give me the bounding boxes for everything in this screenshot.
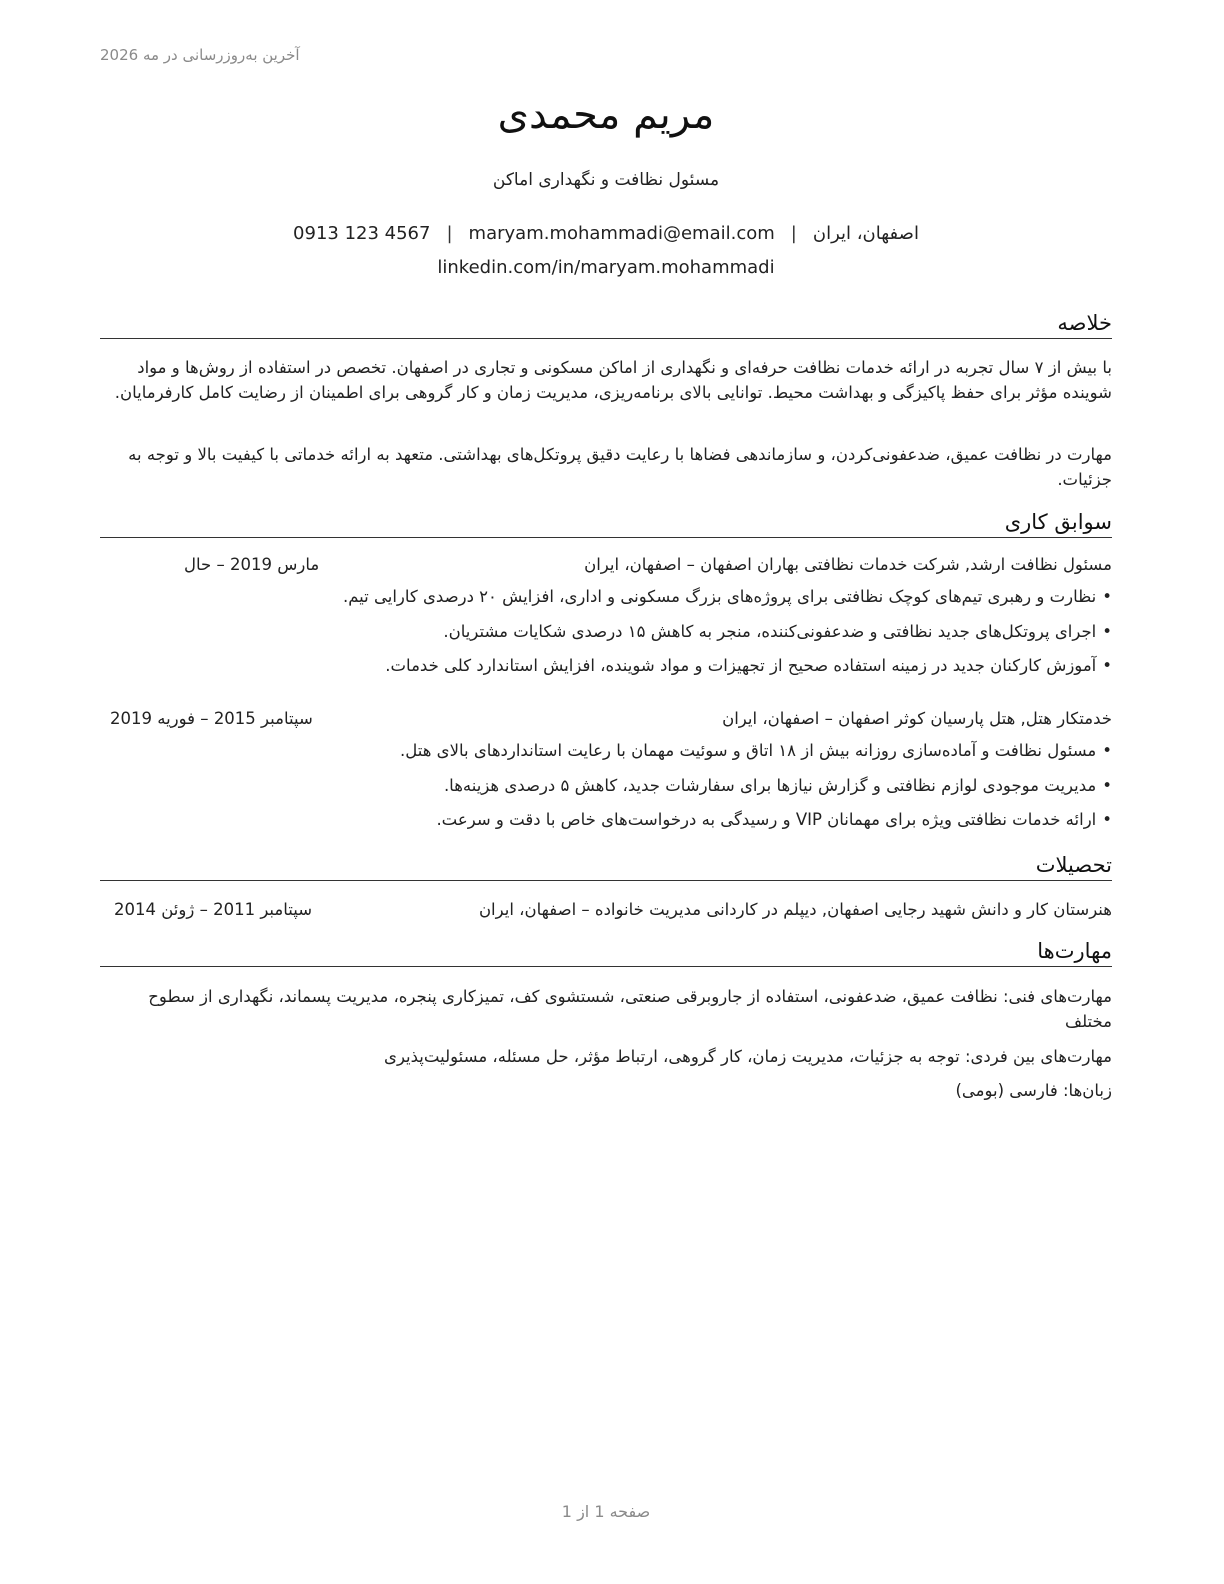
separator: | <box>446 223 453 244</box>
job-dates: سپتامبر 2015 – فوریه 2019 <box>110 709 313 728</box>
list-item: •ارائه خدمات نظافتی ویژه برای مهمانان VIP و رسیدگی به درخواست‌های خاص با دقت و سرعت. <box>436 810 1112 829</box>
phone-number: 0913 123 4567 <box>293 223 431 244</box>
linkedin-link[interactable]: linkedin.com/in/maryam.mohammadi <box>437 257 775 278</box>
job-heading <box>100 707 1112 731</box>
job-dates: مارس 2019 – حال <box>184 555 320 574</box>
section-title-experience: سوابق کاری <box>100 510 1112 538</box>
email-link[interactable]: maryam.mohammadi@email.com <box>468 223 775 244</box>
list-item: •مسئول نظافت و آماده‌سازی روزانه بیش از ۱۸ اتاق و سوئیت مهمان با رعایت استانداردهای بالای هتل. <box>400 741 1112 760</box>
job-title-company: مسئول نظافت ارشد, شرکت خدمات نظافتی بهاران اصفهان – اصفهان، ایران <box>584 555 1112 574</box>
list-item: •اجرای پروتکل‌های جدید نظافتی و ضدعفونی‌کننده، منجر به کاهش ۱۵ درصدی شکایات مشتریان. <box>443 622 1112 641</box>
page-number: صفحه 1 از 1 <box>561 1502 651 1521</box>
location: اصفهان، ایران <box>812 223 919 244</box>
job-heading <box>100 553 1112 577</box>
last-updated-note: آخرین به‌روزرسانی در مه 2026 <box>100 46 300 64</box>
section-title-summary: خلاصه <box>100 311 1112 339</box>
education-dates: سپتامبر 2011 – ژوئن 2014 <box>114 900 313 919</box>
job-title: مسئول نظافت و نگهداری اماکن <box>492 170 720 190</box>
summary-paragraph: مهارت در نظافت عمیق، ضدعفونی‌کردن، و سازماندهی فضاها با رعایت دقیق پروتکل‌های بهداشتی. متعهد به ارائه خدماتی با کیفیت بالا و توجه به جزئیات. <box>128 445 1112 489</box>
school-degree: هنرستان کار و دانش شهید رجایی اصفهان, دیپلم در کاردانی مدیریت خانواده – اصفهان، ایران <box>478 900 1112 919</box>
contact-line <box>100 223 1112 244</box>
list-item: •نظارت و رهبری تیم‌های کوچک نظافتی برای پروژه‌های بزرگ مسکونی و اداری، افزایش ۲۰ درصدی کارایی تیم. <box>342 587 1112 606</box>
separator: | <box>790 223 797 244</box>
section-title-education: تحصیلات <box>100 853 1112 881</box>
job-title-company: خدمتکار هتل, هتل پارسیان کوثر اصفهان – اصفهان، ایران <box>722 709 1112 728</box>
list-item: •مدیریت موجودی لوازم نظافتی و گزارش نیازها برای سفارشات جدید، کاهش ۵ درصدی هزینه‌ها. <box>443 776 1112 795</box>
skills-technical: مهارت‌های فنی: نظافت عمیق، ضدعفونی، استفاده از جاروبرقی صنعتی، شستشوی کف، تمیزکاری پنجره، مدیریت پسماند، نگهداری از سطوح مختلف <box>148 987 1112 1031</box>
resume-page <box>100 0 1112 1584</box>
education-heading <box>100 898 1112 922</box>
summary-paragraph: با بیش از ۷ سال تجربه در ارائه خدمات نظافت حرفه‌ای و نگهداری از اماکن مسکونی و تجاری در اصفهان. تخصص در استفاده از روش‌ها و مواد شوینده مؤثر برای حفظ پاکیزگی و بهداشت محیط. توانایی بالای برنامه‌ریزی، مدیریت زمان و کار گروهی برای اطمینان از رضایت کامل کارفرمایان. <box>114 358 1112 402</box>
list-item: •آموزش کارکنان جدید در زمینه استفاده صحیح از تجهیزات و مواد شوینده، افزایش استاندارد کلی خدمات. <box>385 656 1112 675</box>
skills-soft: مهارت‌های بین فردی: توجه به جزئیات، مدیریت زمان، کار گروهی، ارتباط مؤثر، حل مسئله، مسئولیت‌پذیری <box>384 1047 1112 1066</box>
skills-languages: زبان‌ها: فارسی (بومی) <box>955 1081 1112 1100</box>
section-title-skills: مهارت‌ها <box>100 939 1112 967</box>
person-name: مریم محمدی <box>497 92 715 138</box>
